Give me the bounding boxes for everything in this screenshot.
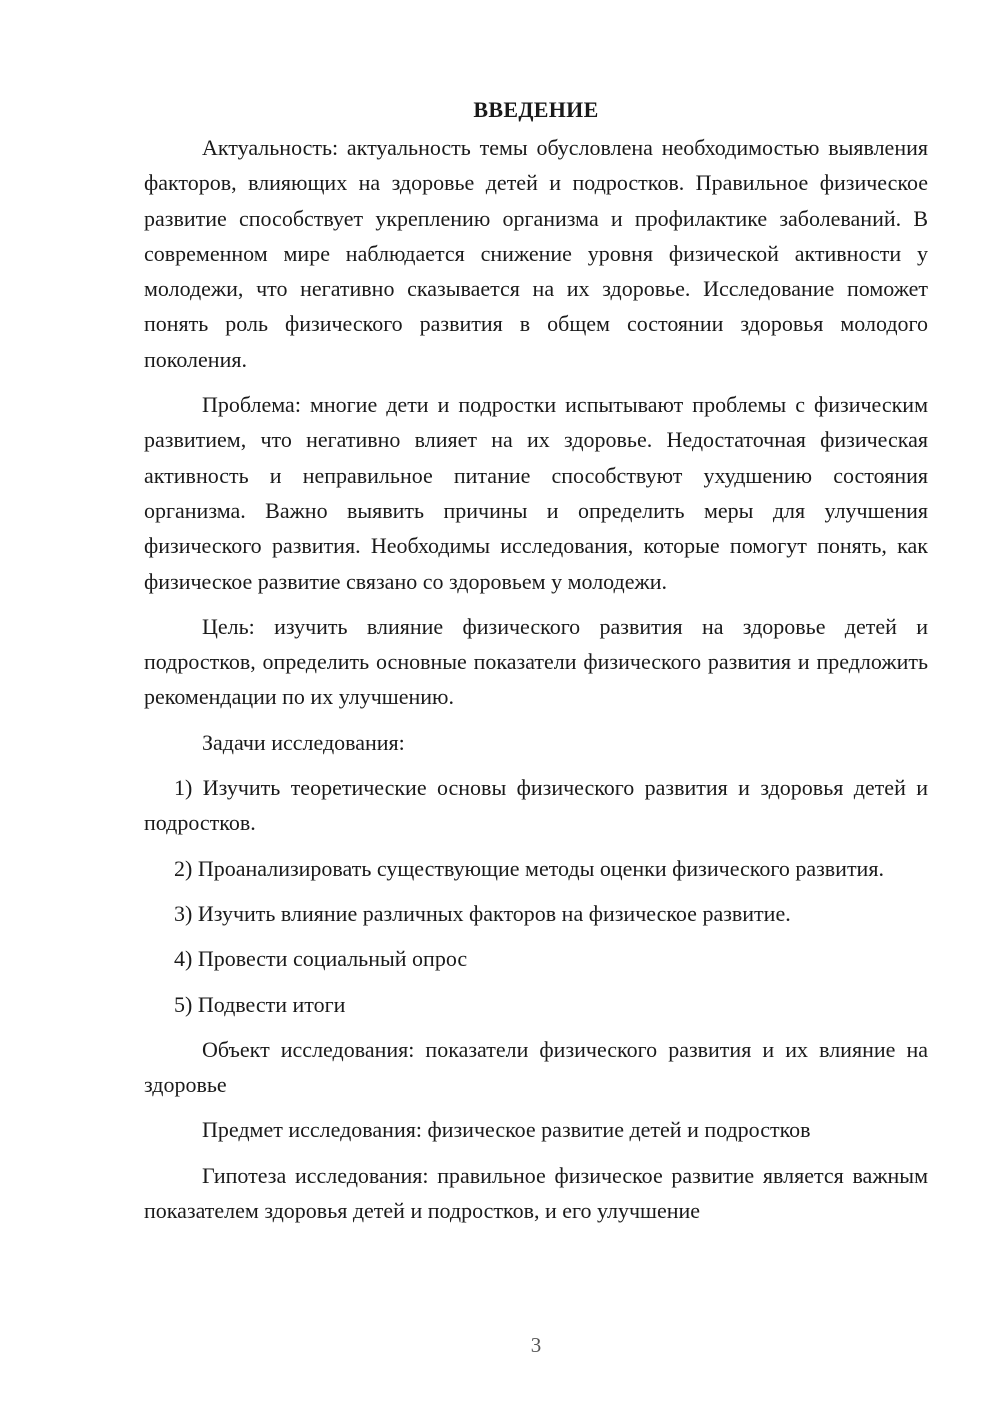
paragraph-relevance: Актуальность: актуальность темы обусловлена необходимостью выявления факторов, влияющих на здоровье детей и подростков. Правильное физическое развитие способствует укреплению организма и профилактике заболеваний. В современном мире наблюдается снижение уровня физической активности у молодежи, что негативно сказывается на их здоровье. Исследование поможет понять роль физического развития в общем состоянии здоровья молодого поколения.	[144, 135, 928, 372]
task-item-3: 3) Изучить влияние различных факторов на физическое развитие.	[174, 900, 791, 926]
task-item-5: 5) Подвести итоги	[174, 991, 346, 1017]
task-item-2: 2) Проанализировать существующие методы оценки физического развития.	[174, 855, 884, 881]
paragraph-problem: Проблема: многие дети и подростки испытывают проблемы с физическим развитием, что негативно влияет на их здоровье. Недостаточная физическая активность и неправильное питание способствуют ухудшению состояния организма. Важно выявить причины и определить меры для улучшения физического развития. Необходимы исследования, которые помогут понять, как физическое развитие связано со здоровьем у молодежи.	[144, 392, 928, 594]
section-heading: ВВЕДЕНИЕ	[473, 97, 599, 122]
document-page	[144, 92, 928, 1238]
task-item-4: 4) Провести социальный опрос	[174, 946, 468, 972]
paragraph-hypothesis: Гипотеза исследования: правильное физическое развитие является важным показателем здоровья детей и подростков, и его улучшение	[144, 1162, 928, 1224]
task-item-1: 1) Изучить теоретические основы физического развития и здоровья детей и подростков.	[144, 775, 928, 836]
page-number: 3	[530, 1333, 542, 1357]
paragraph-object: Объект исследования: показатели физического развития и их влияние на здоровье	[144, 1036, 928, 1098]
paragraph-subject: Предмет исследования: физическое развитие детей и подростков	[202, 1117, 811, 1143]
paragraph-tasks-heading: Задачи исследования:	[202, 729, 405, 755]
paragraph-goal: Цель: изучить влияние физического развития на здоровье детей и подростков, определить основные показатели физического развития и предложить рекомендации по их улучшению.	[144, 613, 928, 710]
